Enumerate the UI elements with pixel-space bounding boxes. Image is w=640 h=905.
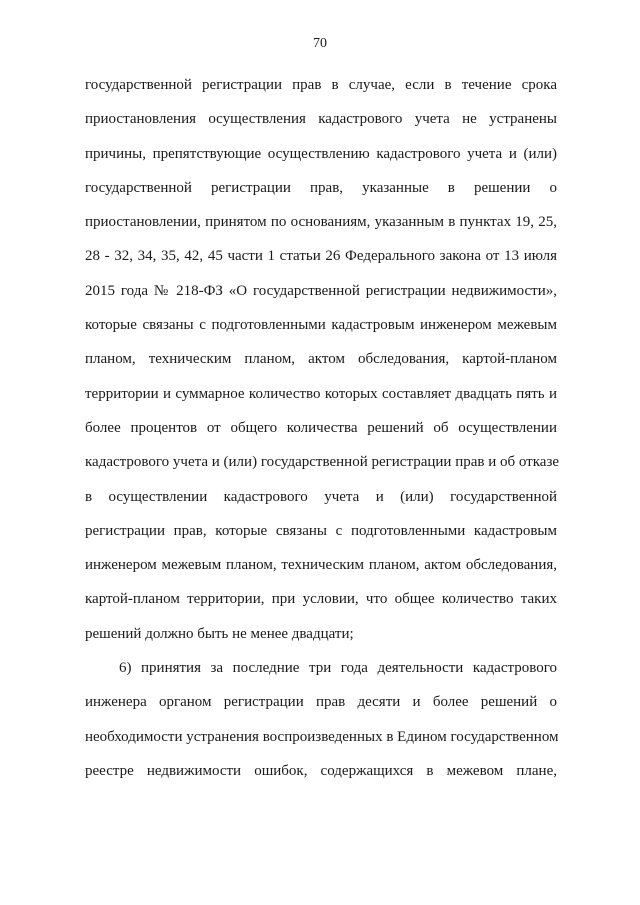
text-line: 6) принятия за последние три года деятельности кадастрового [119, 660, 557, 677]
text-line: 28 - 32, 34, 35, 42, 45 части 1 статьи 26 Федерального закона от 13 июля [85, 248, 557, 265]
text-line: инженером межевым планом, техническим планом, актом обследования, [85, 557, 557, 574]
text-line: территории и суммарное количество которых составляет двадцать пять и [85, 385, 557, 402]
text-line: которые связаны с подготовленными кадастровым инженером межевым [85, 317, 557, 334]
text-line: приостановления осуществления кадастрового учета не устранены [85, 111, 557, 128]
text-line: более процентов от общего количества решений об осуществлении [85, 419, 557, 436]
text-line: решений должно быть не менее двадцати; [85, 625, 354, 642]
text-line: приостановлении, принятом по основаниям, указанным в пунктах 19, 25, [85, 214, 557, 231]
page-number: 70 [313, 36, 327, 51]
text-line: планом, техническим планом, актом обследования, картой-планом [85, 351, 557, 368]
text-line: необходимости устранения воспроизведенных в Едином государственном [85, 728, 559, 745]
text-line: причины, препятствующие осуществлению кадастрового учета и (или) [85, 145, 557, 162]
text-line: 2015 года № 218-ФЗ «О государственной регистрации недвижимости», [85, 282, 557, 299]
text-line: государственной регистрации прав, указанные в решении о [85, 179, 557, 196]
text-line: регистрации прав, которые связаны с подготовленными кадастровым [85, 522, 557, 539]
paragraph-item-6 [85, 651, 557, 788]
document-body [85, 68, 560, 788]
text-line: кадастрового учета и (или) государственной регистрации прав и об отказе [85, 454, 560, 471]
text-line: в осуществлении кадастрового учета и (или) государственной [85, 488, 557, 505]
paragraph-continuation [85, 68, 560, 651]
text-line: реестре недвижимости ошибок, содержащихся в межевом плане, [85, 762, 557, 779]
text-line: государственной регистрации прав в случае, если в течение срока [85, 77, 557, 93]
text-line: инженера органом регистрации прав десяти и более решений о [85, 694, 557, 711]
text-line: картой-планом территории, при условии, что общее количество таких [85, 591, 557, 608]
